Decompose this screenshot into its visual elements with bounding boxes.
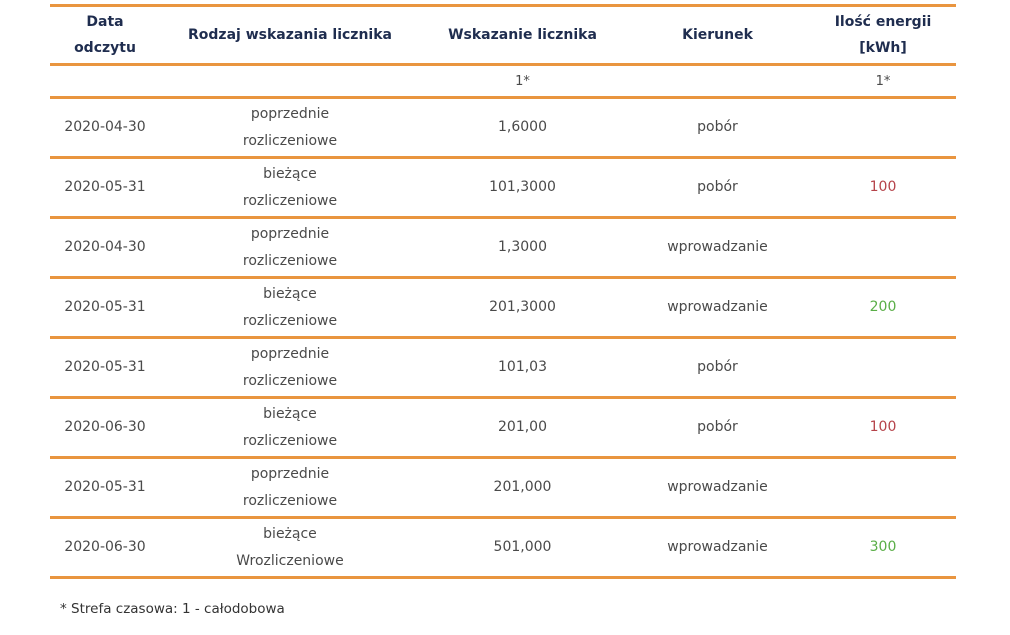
type-line: rozliczeniowe	[242, 312, 338, 329]
type-line: rozliczeniowe	[242, 252, 338, 269]
cell-energy	[810, 218, 956, 278]
cell-energy: 200	[810, 278, 956, 338]
cell-energy	[810, 338, 956, 398]
header-reading: Wskazanie licznika	[420, 6, 625, 65]
type-line: bieżące	[263, 525, 317, 542]
zone-energy: 1*	[810, 65, 956, 98]
table-row	[50, 458, 956, 518]
cell-type	[160, 278, 420, 338]
header-energy: Ilość energii [kWh]	[810, 6, 956, 65]
cell-direction: wprowadzanie	[625, 278, 810, 338]
cell-type	[160, 398, 420, 458]
cell-type	[160, 458, 420, 518]
zone-reading: 1*	[420, 65, 625, 98]
cell-direction: pobór	[625, 158, 810, 218]
type-line: rozliczeniowe	[242, 492, 338, 509]
footnote: * Strefa czasowa: 1 - całodobowa	[60, 601, 285, 617]
cell-date: 2020-04-30	[50, 98, 160, 158]
cell-type	[160, 518, 420, 578]
zone-row	[50, 65, 956, 98]
type-line: poprzednie	[250, 345, 330, 362]
table-row	[50, 398, 956, 458]
table-row	[50, 338, 956, 398]
header-date: Data odczytu	[50, 6, 160, 65]
header-direction: Kierunek	[625, 6, 810, 65]
cell-reading: 201,000	[420, 458, 625, 518]
cell-energy	[810, 98, 956, 158]
cell-energy	[810, 458, 956, 518]
type-line: bieżące	[263, 165, 317, 182]
cell-direction: wprowadzanie	[625, 518, 810, 578]
table-row	[50, 518, 956, 578]
cell-direction: pobór	[625, 338, 810, 398]
type-line: poprzednie	[250, 465, 330, 482]
type-line: Wrozliczeniowe	[236, 552, 344, 569]
cell-date: 2020-06-30	[50, 518, 160, 578]
type-line: rozliczeniowe	[242, 432, 338, 449]
table-row	[50, 218, 956, 278]
cell-reading: 1,3000	[420, 218, 625, 278]
cell-direction: pobór	[625, 98, 810, 158]
cell-type	[160, 158, 420, 218]
cell-direction: pobór	[625, 398, 810, 458]
type-line: rozliczeniowe	[242, 132, 338, 149]
cell-date: 2020-05-31	[50, 278, 160, 338]
type-line: poprzednie	[250, 225, 330, 242]
cell-type	[160, 338, 420, 398]
cell-date: 2020-05-31	[50, 458, 160, 518]
type-line: rozliczeniowe	[242, 192, 338, 209]
cell-type	[160, 98, 420, 158]
meter-readings-table	[50, 4, 956, 579]
table-row	[50, 278, 956, 338]
cell-reading: 101,3000	[420, 158, 625, 218]
type-line: bieżące	[263, 285, 317, 302]
cell-direction: wprowadzanie	[625, 458, 810, 518]
cell-date: 2020-06-30	[50, 398, 160, 458]
type-line: rozliczeniowe	[242, 372, 338, 389]
type-line: poprzednie	[250, 105, 330, 122]
cell-reading: 201,3000	[420, 278, 625, 338]
cell-energy: 300	[810, 518, 956, 578]
cell-direction: wprowadzanie	[625, 218, 810, 278]
header-type: Rodzaj wskazania licznika	[160, 6, 420, 65]
cell-reading: 1,6000	[420, 98, 625, 158]
type-line: bieżące	[263, 405, 317, 422]
cell-reading: 501,000	[420, 518, 625, 578]
cell-date: 2020-04-30	[50, 218, 160, 278]
table-row	[50, 98, 956, 158]
header-row	[50, 6, 956, 65]
cell-energy: 100	[810, 398, 956, 458]
cell-type	[160, 218, 420, 278]
table-row	[50, 158, 956, 218]
cell-date: 2020-05-31	[50, 338, 160, 398]
cell-date: 2020-05-31	[50, 158, 160, 218]
cell-energy: 100	[810, 158, 956, 218]
cell-reading: 201,00	[420, 398, 625, 458]
cell-reading: 101,03	[420, 338, 625, 398]
